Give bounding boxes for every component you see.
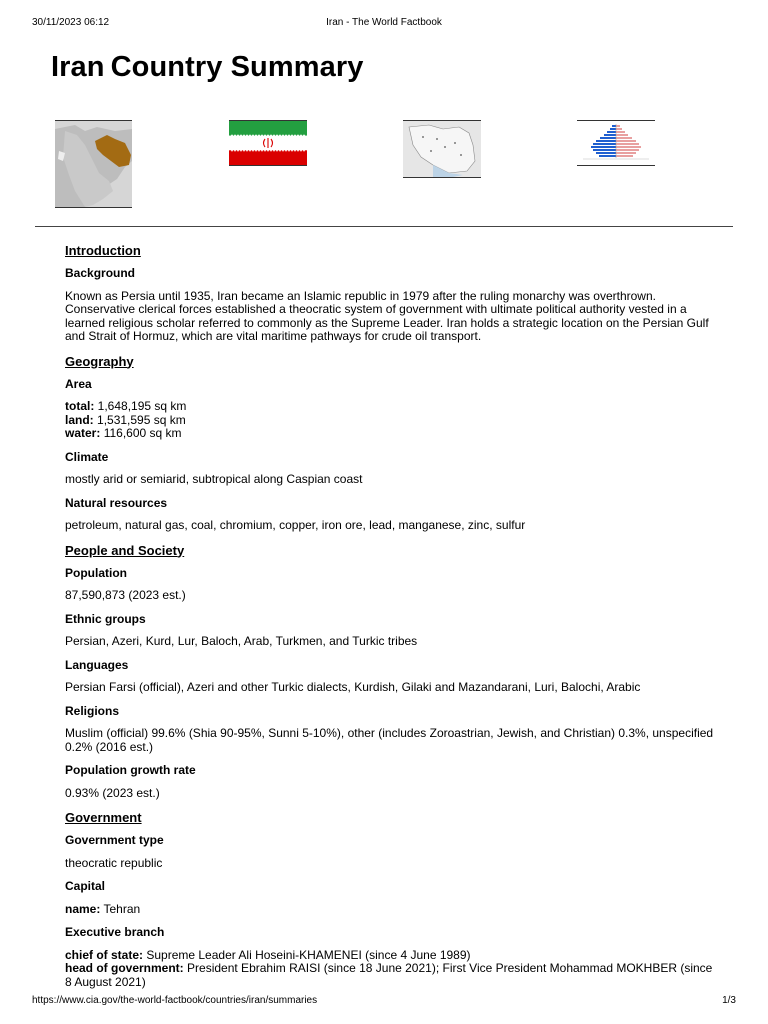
page-title (51, 51, 363, 84)
print-url: https://www.cia.gov/the-world-factbook/countries/iran/summaries (32, 995, 318, 1006)
subfield-row (65, 427, 715, 441)
subfield-value: Tehran (103, 901, 141, 916)
field-text-languages: Persian Farsi (official), Azeri and other Turkic dialects, Kurdish, Gilaki and Mazandarani, Luri, Balochi, Arabic (65, 680, 641, 694)
field-text-population: 87,590,873 (2023 est.) (65, 588, 186, 602)
field-subfields-area (65, 400, 715, 441)
field-heading-executive-branch: Executive branch (65, 925, 165, 939)
subfield-value: 116,600 sq km (103, 426, 182, 440)
field-heading-religions: Religions (65, 703, 120, 718)
subfield-label: name: (65, 901, 101, 916)
page-title-country: Iran (51, 51, 105, 83)
subfield-row (65, 400, 715, 414)
subfield-label: water: (65, 426, 101, 440)
field-heading-population: Population (65, 565, 127, 580)
field-heading-population-growth-rate: Population growth rate (65, 763, 196, 777)
field-heading-background: Background (65, 266, 136, 280)
field-text-religions: Muslim (official) 99.6% (Shia 90-95%, Sunni 5-10%), other (includes Zoroastrian, Jewish, and Christian) 0.3%, unspecified 0.2% (2016 est.) (65, 726, 714, 754)
flag-icon[interactable] (229, 120, 307, 166)
subfield-row (65, 962, 715, 989)
subfield-value: 1,531,595 sq km (97, 412, 186, 427)
field-subfields-executive-branch (65, 949, 715, 990)
section-heading-government: Government (65, 810, 142, 825)
field-heading-area: Area (65, 376, 92, 391)
country-map-icon[interactable] (403, 120, 481, 178)
field-text-government-type: theocratic republic (65, 855, 163, 870)
field-text-population-growth-rate: 0.93% (2023 est.) (65, 785, 160, 800)
print-datetime: 30/11/2023 06:12 (32, 17, 110, 28)
subfield-row (65, 414, 715, 428)
section-heading-introduction: Introduction (65, 243, 141, 258)
section-heading-geography: Geography (65, 353, 134, 369)
subfield-value: President Ebrahim RAISI (since 18 June 2021); First Vice President Mohammad MOKHBER (since 8 August 2021) (65, 961, 713, 989)
field-text-climate: mostly arid or semiarid, subtropical along Caspian coast (65, 472, 363, 486)
subfield-value: Supreme Leader Ali Hoseini-KHAMENEI (since 4 June 1989) (146, 947, 471, 962)
field-text-ethnic-groups: Persian, Azeri, Kurd, Lur, Baloch, Arab, Turkmen, and Turkic tribes (65, 634, 418, 648)
field-heading-natural-resources: Natural resources (65, 495, 168, 510)
summary-content (65, 243, 715, 999)
field-subfields-capital (65, 903, 715, 917)
field-heading-capital: Capital (65, 879, 106, 893)
print-document-title: Iran - The World Factbook (326, 17, 442, 28)
field-heading-ethnic-groups: Ethnic groups (65, 611, 146, 626)
print-page-number: 1/3 (722, 995, 736, 1006)
subfield-label: head of government: (65, 961, 184, 975)
header-divider (35, 226, 733, 227)
subfield-label: chief of state: (65, 947, 144, 962)
field-heading-government-type: Government type (65, 833, 164, 847)
subfield-row (65, 949, 715, 963)
subfield-row (65, 903, 715, 917)
population-pyramid-icon[interactable] (577, 120, 655, 166)
subfield-label: total: (65, 399, 95, 413)
location-map-icon[interactable] (55, 120, 132, 208)
print-footer (32, 995, 736, 1007)
field-heading-languages: Languages (65, 657, 129, 672)
subfield-label: land: (65, 412, 94, 427)
subfield-value: 1,648,195 sq km (97, 399, 187, 413)
page-title-rest: Country Summary (110, 51, 364, 83)
field-text-background: Known as Persia until 1935, Iran became an Islamic republic in 1979 after the ruling monarchy was overthrown. Conservative clerical forces established a theocratic system of government with ultimate political authority vested in a learned religious scholar referred to commonly as the Supreme Leader. Iran holds a strategic location on the Persian Gulf and Strait of Hormuz, which are vital maritime pathways for crude oil transport. (65, 288, 709, 343)
section-heading-people-and-society: People and Society (65, 542, 185, 558)
field-text-natural-resources: petroleum, natural gas, coal, chromium, copper, iron ore, lead, manganese, zinc, sulfur (65, 518, 526, 532)
field-heading-climate: Climate (65, 449, 109, 464)
print-header (32, 17, 736, 29)
